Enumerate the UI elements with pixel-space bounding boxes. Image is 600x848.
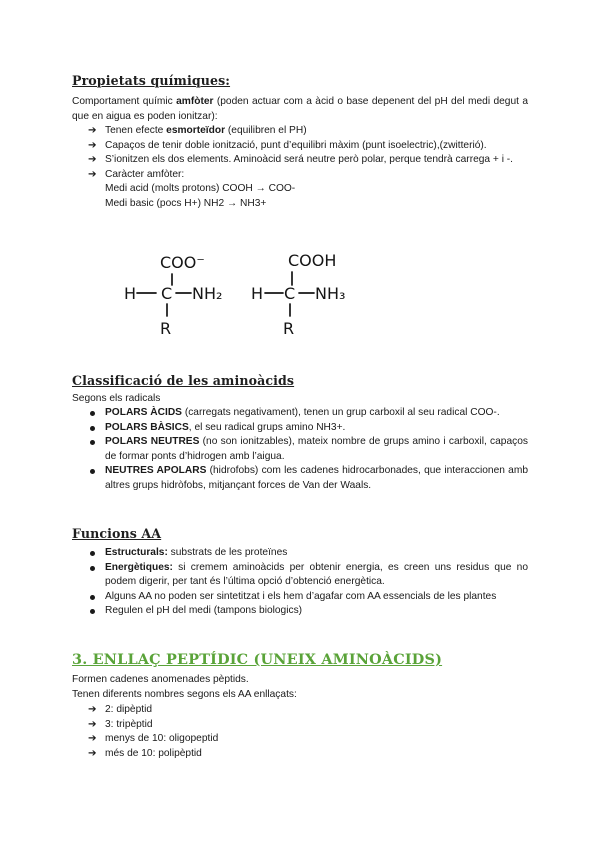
bullet-icon <box>90 469 95 474</box>
arrow-icon: ➔ <box>88 154 97 166</box>
list-item: ➔ menys de 10: oligopeptid <box>88 732 528 747</box>
list-item: Energètiques: si cremem aminoàcids per obtenir energia, es creen uns residus que no podem digerir, per tant és l’última opció d’obtenció energètica. <box>88 561 528 590</box>
right-h-atom: H <box>251 284 264 303</box>
right-top-group: COOH <box>288 251 337 270</box>
enllac-line-1: Formen cadenes anomenades pèptids. <box>72 674 249 685</box>
medi-basic-line: Medi basic (pocs H+) NH2 → NH3+ <box>105 197 267 209</box>
list-item: ➔ Tenen efecte esmorteïdor (equilibren el PH) <box>88 124 528 139</box>
list-item: Estructurals: substrats de les proteïnes <box>88 546 528 561</box>
list-item: POLARS ÀCIDS (carregats negativament), tenen un grup carboxil al seu radical COO-. <box>88 406 528 421</box>
propietats-list <box>88 124 528 212</box>
bullet-icon <box>90 551 95 556</box>
bullet-icon <box>90 595 95 600</box>
list-item: Regulen el pH del medi (tampons biologics) <box>88 604 528 619</box>
left-r-group: R <box>160 319 172 338</box>
section-title-funcions: Funcions AA <box>72 526 162 541</box>
list-item: ➔ Caràcter amfòter: Medi acid (molts protons) COOH → COO- Medi basic (pocs H+) NH2 → NH3+ <box>88 168 528 212</box>
bullet-icon <box>90 411 95 416</box>
section-title-enllac: 3. ENLLAÇ PEPTÍDIC (UNEIX AMINOÀCIDS) <box>72 651 443 668</box>
list-item: POLARS NEUTRES (no son ionitzables), mateix nombre de grups amino i carboxil, capaços de formar ponts d’hidrogen amb l’aigua. <box>88 435 528 464</box>
bullet-icon <box>90 426 95 431</box>
right-right-group: NH₃ <box>315 284 346 303</box>
left-top-group: COO⁻ <box>160 253 205 272</box>
list-item: ➔ 3: tripèptid <box>88 718 528 733</box>
left-c-atom: C <box>161 284 173 303</box>
classificacio-intro: Segons els radicals <box>72 393 161 404</box>
list-item: ➔ S’ionitzen els dos elements. Aminoàcid será neutre però polar, perque tendrà carrega + i -. <box>88 153 528 168</box>
bullet-icon <box>90 566 95 571</box>
funcions-list <box>88 546 528 619</box>
bullet-icon <box>90 440 95 445</box>
list-item: ➔ 2: dipèptid <box>88 703 528 718</box>
arrow-icon: ➔ <box>88 168 97 180</box>
left-right-group: NH₂ <box>192 284 223 303</box>
structure-left <box>124 253 222 338</box>
right-r-group: R <box>283 319 295 338</box>
section-title-propietats: Propietats químiques: <box>72 73 231 88</box>
arrow-icon: ➔ <box>88 125 97 136</box>
medi-acid-line: Medi acid (molts protons) COOH → COO- <box>105 183 296 195</box>
section-title-classificacio: Classificació de les aminoàcids <box>72 373 295 388</box>
list-item: ➔ Capaços de tenir doble ionització, punt d’equilibri màxim (punt isoelectric),(zwitterió). <box>88 139 528 154</box>
enllac-line-2: Tenen diferents nombres segons els AA enllaçats: <box>72 689 297 700</box>
list-item: POLARS BÀSICS, el seu radical grups amino NH3+. <box>88 421 528 436</box>
amino-acid-structures <box>120 238 360 342</box>
right-c-atom: C <box>284 284 296 303</box>
classificacio-list <box>88 406 528 494</box>
list-item: NEUTRES APOLARS (hidrofobs) com les cadenes hidrocarbonades, que interaccionen amb altres grups hidròfobs, mitjançant forces de Van der Waals. <box>88 464 528 493</box>
arrow-icon: ➔ <box>88 747 97 759</box>
arrow-icon: ➔ <box>88 733 97 745</box>
enllac-list <box>88 703 528 761</box>
bullet-icon <box>90 609 95 614</box>
structure-right <box>251 251 345 338</box>
list-item: Alguns AA no poden ser sintetitzat i els hem d’agafar com AA essencials de les plantes <box>88 590 528 605</box>
list-item: ➔ més de 10: polipèptid <box>88 747 528 762</box>
arrow-icon: ➔ <box>88 704 97 715</box>
left-h-atom: H <box>124 284 137 303</box>
propietats-intro: Comportament químic amfòter (poden actuar com a àcid o base depenent del pH del medi degut a que en aigua es poden ionitzar): <box>72 96 528 122</box>
arrow-icon: ➔ <box>88 139 97 151</box>
arrow-icon: ➔ <box>88 718 97 730</box>
